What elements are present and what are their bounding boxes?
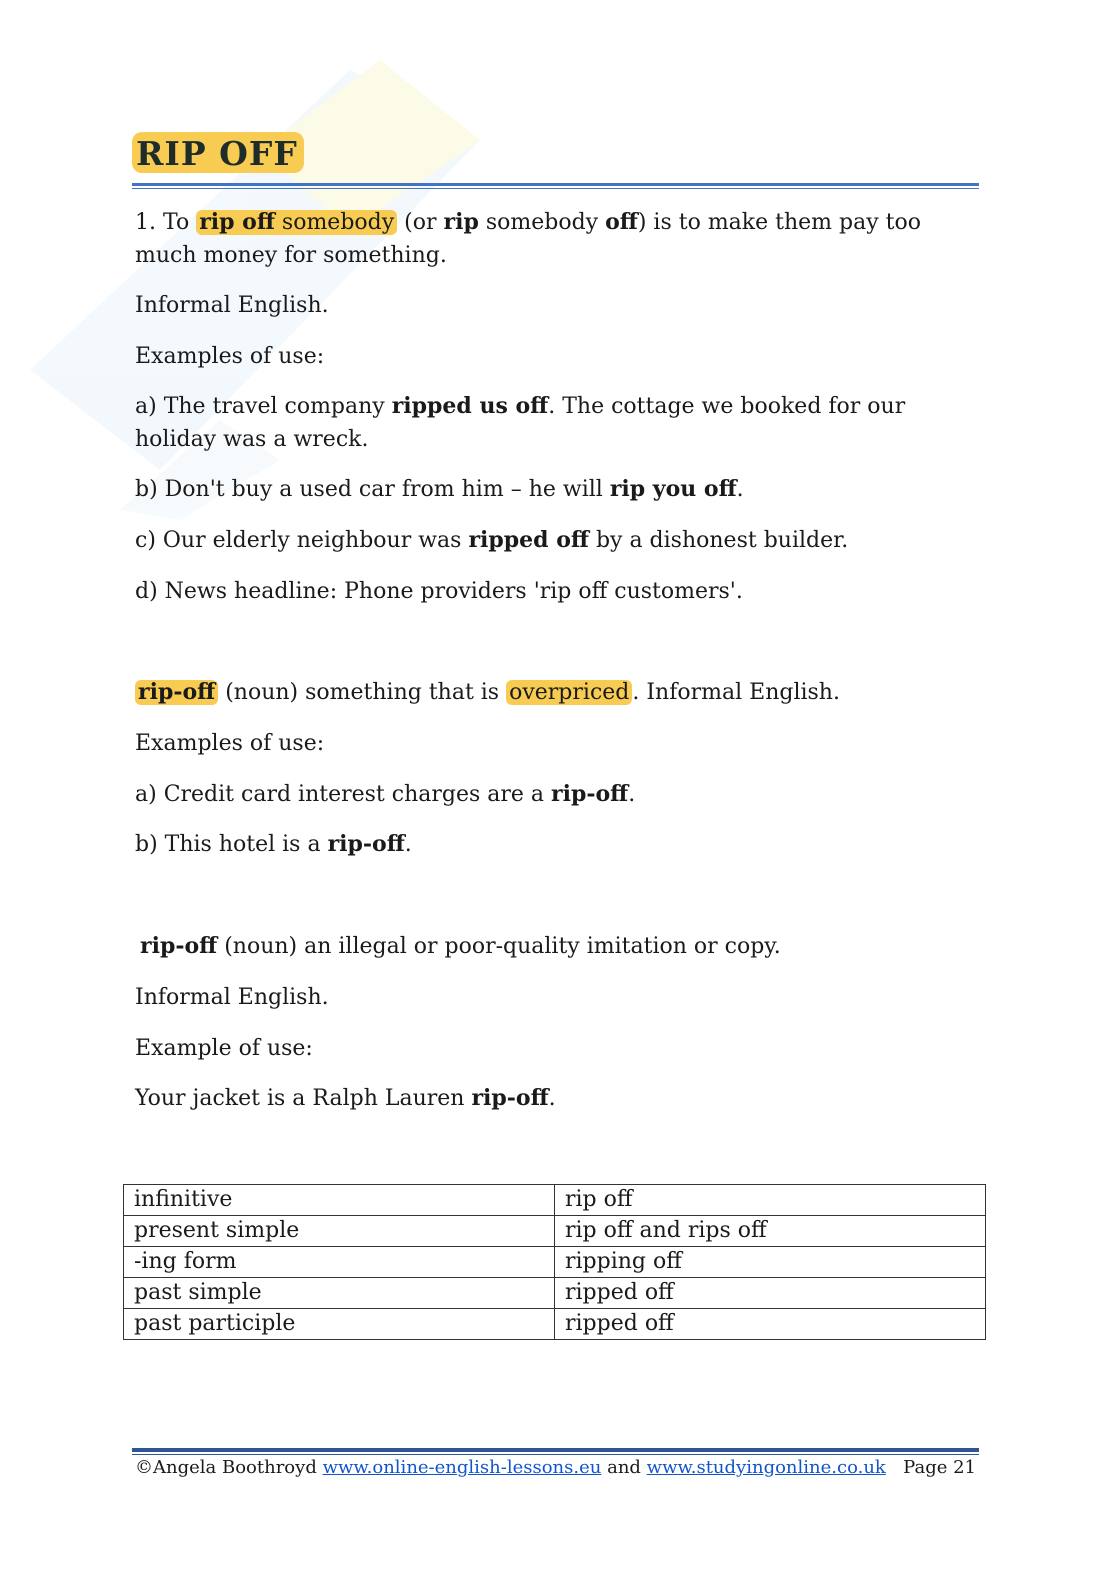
table-row bbox=[124, 1185, 986, 1216]
example-1d: d) News headline: Phone providers 'rip off customers'. bbox=[135, 579, 743, 604]
footer bbox=[135, 1457, 980, 1479]
example-1a-line-2: holiday was a wreck. bbox=[135, 427, 369, 452]
definition-1-line-2: much money for something. bbox=[135, 243, 447, 268]
form-value: rip off bbox=[555, 1185, 986, 1216]
page-number: Page 21 bbox=[903, 1457, 976, 1478]
header-rule bbox=[132, 183, 979, 189]
example-3: Your jacket is a Ralph Lauren rip-off. bbox=[135, 1085, 556, 1111]
overpriced-highlight: overpriced bbox=[506, 680, 632, 705]
table-row bbox=[124, 1309, 986, 1340]
example-1c: c) Our elderly neighbour was ripped off by a dishonest builder. bbox=[135, 527, 849, 553]
definition-1-line-1: 1. To rip off somebody (or rip somebody off) is to make them pay too bbox=[135, 209, 921, 235]
form-label: infinitive bbox=[124, 1185, 555, 1216]
example-2b: b) This hotel is a rip-off. bbox=[135, 831, 412, 857]
form-value: ripped off bbox=[555, 1278, 986, 1309]
example-2a: a) Credit card interest charges are a rip-off. bbox=[135, 781, 636, 807]
table-row bbox=[124, 1216, 986, 1247]
definition-3-register: Informal English. bbox=[135, 985, 329, 1010]
footer-author: ©Angela Boothroyd bbox=[135, 1457, 323, 1478]
example-1b: b) Don't buy a used car from him – he will rip you off. bbox=[135, 476, 744, 502]
form-label: past participle bbox=[124, 1309, 555, 1340]
examples-label-2: Examples of use: bbox=[135, 731, 325, 756]
example-label-3: Example of use: bbox=[135, 1036, 313, 1061]
form-label: present simple bbox=[124, 1216, 555, 1247]
example-1a: a) The travel company ripped us off. The cottage we booked for our bbox=[135, 393, 906, 419]
title-highlight: RIP OFF bbox=[132, 132, 304, 173]
page-title bbox=[132, 134, 304, 173]
table-row bbox=[124, 1247, 986, 1278]
definition-1-highlight: rip off somebody bbox=[196, 210, 397, 235]
form-value: ripped off bbox=[555, 1309, 986, 1340]
examples-label-1: Examples of use: bbox=[135, 344, 325, 369]
definition-1-register: Informal English. bbox=[135, 293, 329, 318]
footer-rule bbox=[132, 1448, 979, 1455]
footer-link-studyingonline[interactable]: www.studyingonline.co.uk bbox=[646, 1457, 886, 1478]
footer-and: and bbox=[601, 1457, 647, 1478]
definition-2-term-highlight: rip-off bbox=[135, 680, 218, 705]
definition-2: rip-off (noun) something that is overpriced . Informal English. bbox=[135, 676, 975, 709]
form-label: -ing form bbox=[124, 1247, 555, 1278]
definition-3: rip-off (noun) an illegal or poor-quality imitation or copy. bbox=[140, 933, 781, 959]
form-label: past simple bbox=[124, 1278, 555, 1309]
table-row bbox=[124, 1278, 986, 1309]
form-value: ripping off bbox=[555, 1247, 986, 1278]
form-value: rip off and rips off bbox=[555, 1216, 986, 1247]
verb-forms-table bbox=[123, 1184, 986, 1340]
footer-link-online-english-lessons[interactable]: www.online-english-lessons.eu bbox=[322, 1457, 602, 1478]
